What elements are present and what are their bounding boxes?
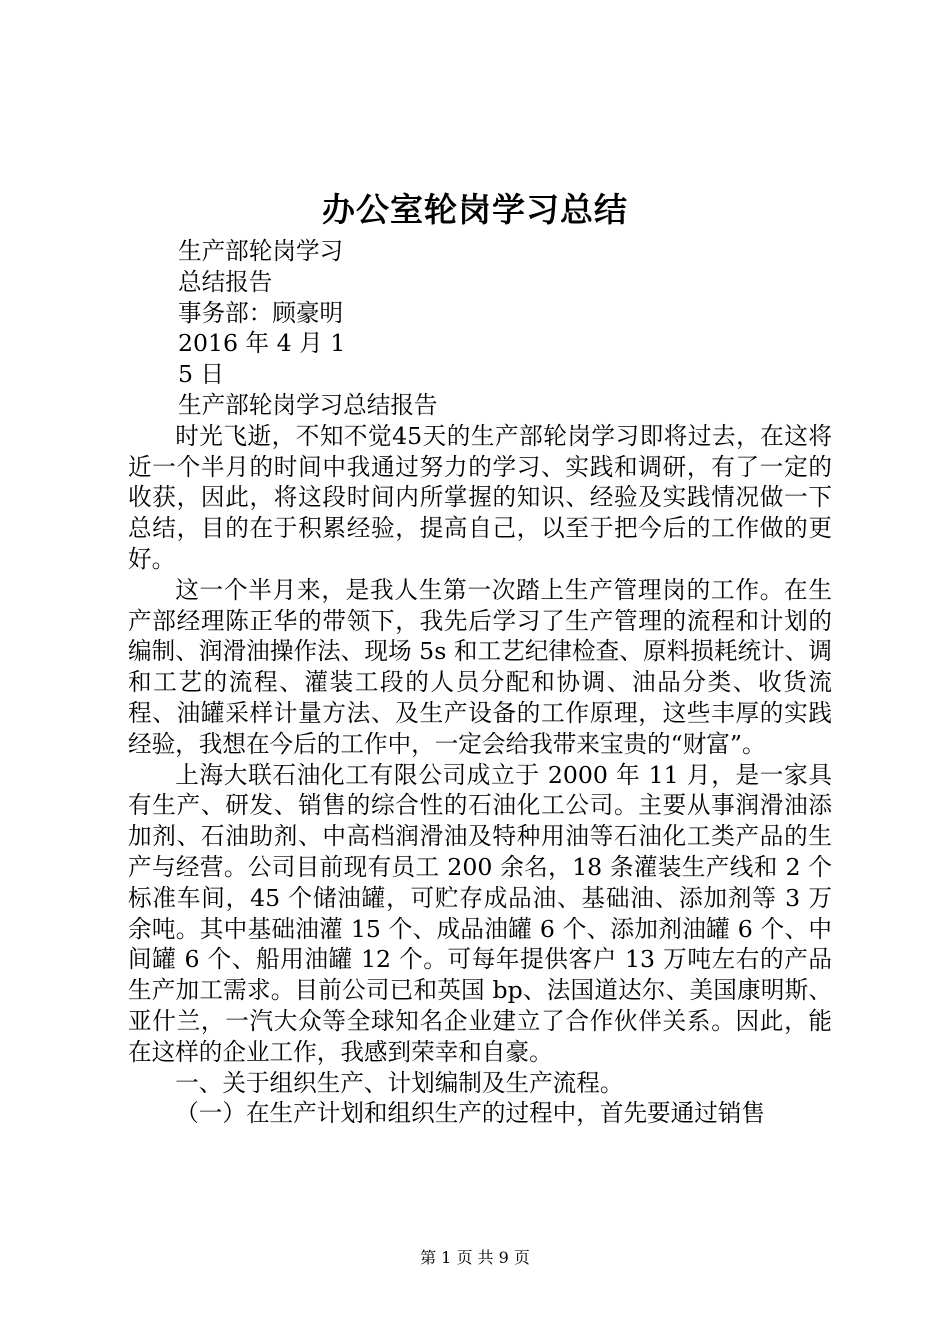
document-title: 办公室轮岗学习总结 <box>322 190 628 229</box>
header-line: 2016 年 4 月 1 <box>178 329 346 358</box>
paragraph: 时光飞逝，不知不觉45天的生产部轮岗学习即将过去，在这将近一个半月的时间中我通过努力的学习、实践和调研，有了一定的收获，因此，将这段时间内所掌握的知识、经验及实践情况做一下总结，目的在于积累经验，提高自己，以至于把今后的工作做的更好。 <box>128 421 832 573</box>
page-footer: 第 1 页 共 9 页 <box>420 1248 530 1267</box>
header-line: 事务部：顾豪明 <box>178 298 344 327</box>
paragraph: 上海大联石油化工有限公司成立于 2000 年 11 月，是一家具有生产、研发、销售的综合性的石油化工公司。主要从事润滑油添加剂、石油助剂、中高档润滑油及特种用油等石油化工类产品的生产与经营。公司目前现有员工 200 余名，18 条灌装生产线和 2 个标准车间，45 个储油罐，可贮存成品油、基础油、添加剂等 3 万余吨。其中基础油灌 15 个、成品油罐 6 个、添加剂油罐 6 个、中间罐 6 个、船用油罐 12 个。可每年提供客户 13 万吨左右的产品生产加工需求。目前公司已和英国 bp、法国道达尔、美国康明斯、亚什兰，一汽大众等全球知名企业建立了合作伙伴关系。因此，能在这样的企业工作，我感到荣幸和自豪。 <box>128 760 832 1066</box>
header-line: 总结报告 <box>178 267 273 296</box>
section-heading: 一、关于组织生产、计划编制及生产流程。 <box>175 1068 624 1097</box>
header-line: 5 日 <box>178 360 225 389</box>
header-line: 生产部轮岗学习总结报告 <box>178 390 438 419</box>
document-body <box>128 236 832 1129</box>
paragraph: 这一个半月来，是我人生第一次踏上生产管理岗的工作。在生产部经理陈正华的带领下，我先后学习了生产管理的流程和计划的编制、润滑油操作法、现场 5s 和工艺纪律检查、原料损耗统计、调和工艺的流程、灌装工段的人员分配和协调、油品分类、收货流程、油罐采样计量方法、及生产设备的工作原理，这些丰厚的实践经验，我想在今后的工作中，一定会给我带来宝贵的“财富”。 <box>128 575 832 758</box>
header-line: 生产部轮岗学习 <box>178 237 344 265</box>
paragraph: （一）在生产计划和组织生产的过程中，首先要通过销售 <box>175 1099 766 1128</box>
